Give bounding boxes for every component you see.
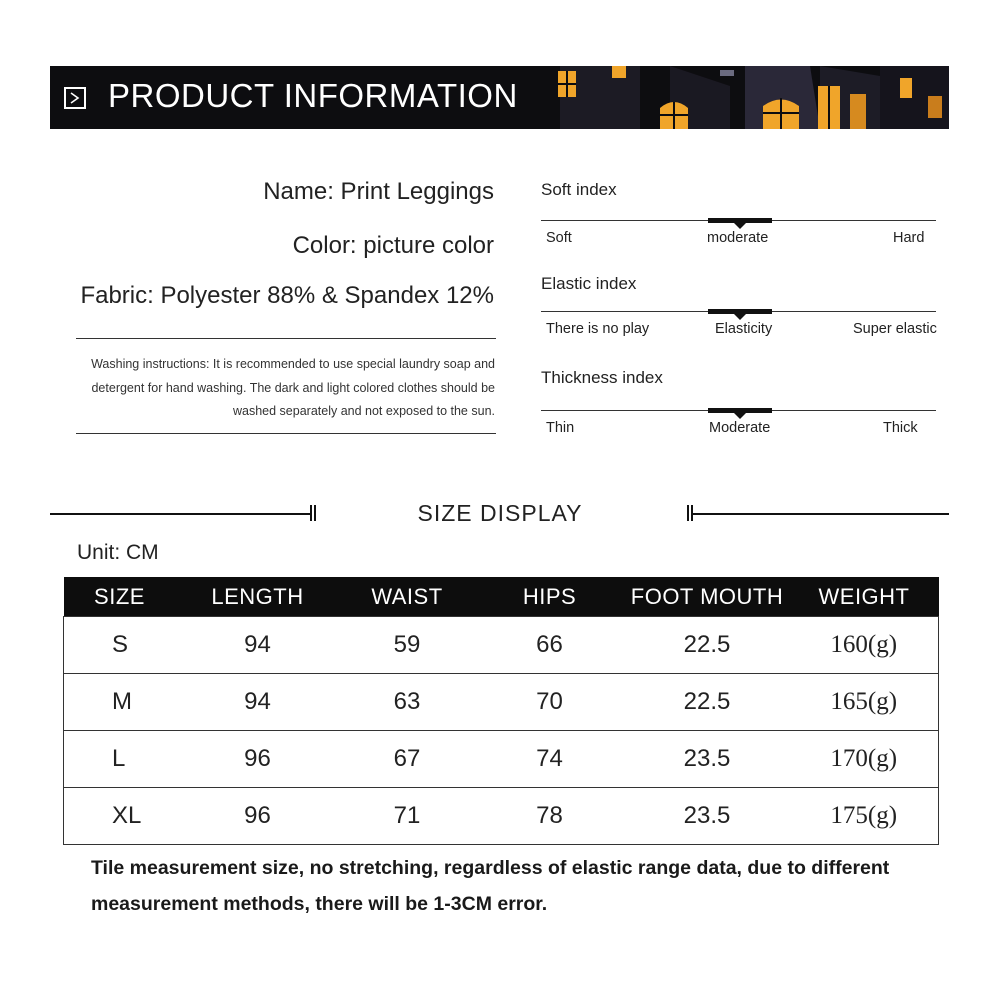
index-label-high: Hard (893, 230, 925, 246)
cell-foot-mouth: 22.5 (625, 674, 790, 731)
index-title: Elastic index (541, 274, 637, 293)
table-row (64, 617, 939, 674)
index-label-low: There is no play (546, 321, 650, 337)
chevron-right-icon (64, 87, 86, 109)
section-divider-right (691, 513, 949, 515)
cell-hips: 66 (475, 617, 625, 674)
cell-waist: 67 (340, 731, 475, 788)
table-row (64, 788, 939, 845)
cell-weight: 175(g) (790, 788, 939, 845)
index-pointer-icon (734, 314, 746, 320)
cell-waist: 63 (340, 674, 475, 731)
index-pointer-icon (734, 413, 746, 419)
cell-length: 96 (176, 731, 340, 788)
cell-size: XL (64, 788, 176, 845)
divider (76, 338, 496, 339)
washing-instructions: Washing instructions: It is recommended to use special laundry soap and detergent for hand washing. The dark and light colored clothes should be washed separately and not exposed to the sun. (91, 357, 495, 418)
cell-hips: 74 (475, 731, 625, 788)
table-row (64, 674, 939, 731)
column-header-size: SIZE (64, 577, 176, 617)
size-display-title: SIZE DISPLAY (417, 500, 583, 526)
divider-tick (687, 505, 689, 521)
index-label-low: Thin (546, 420, 575, 436)
column-header-waist: WAIST (340, 577, 475, 617)
table-row (64, 731, 939, 788)
cell-foot-mouth: 22.5 (625, 617, 790, 674)
cell-foot-mouth: 23.5 (625, 788, 790, 845)
index-label-low: Soft (546, 230, 572, 246)
product-info-banner (50, 66, 949, 129)
unit-label: Unit: CM (77, 541, 159, 564)
product-fabric: Fabric: Polyester 88% & Spandex 12% (80, 282, 494, 309)
index-pointer-icon (734, 223, 746, 229)
cell-length: 96 (176, 788, 340, 845)
product-color: Color: picture color (292, 232, 494, 259)
column-header-length: LENGTH (176, 577, 340, 617)
haunted-house-decoration (520, 66, 949, 129)
page-title: PRODUCT INFORMATION (108, 77, 518, 114)
column-header-hips: HIPS (475, 577, 625, 617)
cell-foot-mouth: 23.5 (625, 731, 790, 788)
cell-weight: 160(g) (790, 617, 939, 674)
cell-size: L (64, 731, 176, 788)
size-table (63, 577, 939, 845)
cell-size: M (64, 674, 176, 731)
cell-hips: 78 (475, 788, 625, 845)
cell-weight: 165(g) (790, 674, 939, 731)
index-label-high: Thick (883, 420, 918, 436)
measurement-note: Tile measurement size, no stretching, regardless of elastic range data, due to different measurement methods, there will be 1-3CM error. (91, 857, 890, 915)
cell-weight: 170(g) (790, 731, 939, 788)
index-label-mid: moderate (707, 230, 769, 246)
table-header-row (64, 577, 939, 617)
index-title: Soft index (541, 180, 617, 199)
index-label-mid: Moderate (709, 420, 771, 436)
column-header-weight: WEIGHT (790, 577, 939, 617)
cell-waist: 59 (340, 617, 475, 674)
cell-length: 94 (176, 617, 340, 674)
cell-size: S (64, 617, 176, 674)
cell-hips: 70 (475, 674, 625, 731)
divider (76, 433, 496, 434)
product-name: Name: Print Leggings (263, 178, 494, 205)
index-label-mid: Elasticity (715, 321, 773, 337)
column-header-foot-mouth: FOOT MOUTH (625, 577, 790, 617)
index-label-high: Super elastic (853, 321, 937, 337)
cell-waist: 71 (340, 788, 475, 845)
index-title: Thickness index (541, 368, 663, 387)
cell-length: 94 (176, 674, 340, 731)
